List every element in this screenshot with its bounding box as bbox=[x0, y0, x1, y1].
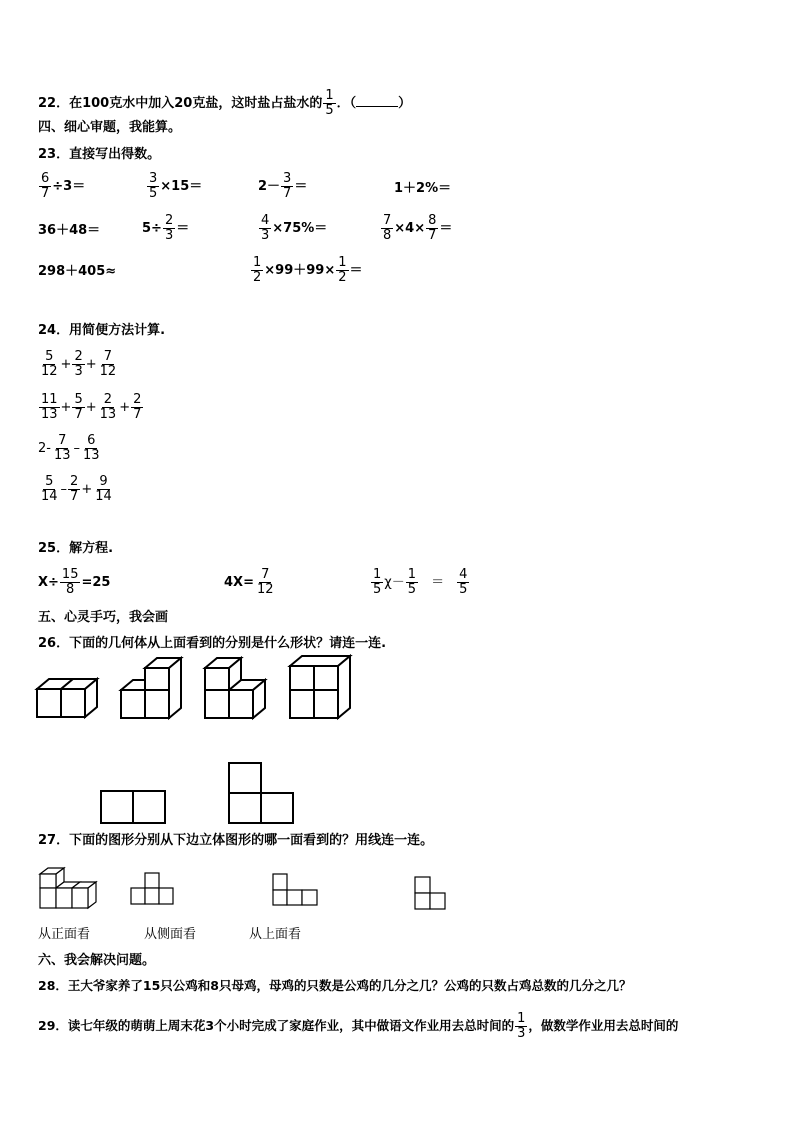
q25-title: 25．解方程. bbox=[38, 541, 114, 556]
top-view-l-shape[interactable] bbox=[228, 762, 294, 824]
q23-item-3: 2－ $\frac{3}{7}$ ＝ bbox=[258, 171, 308, 201]
section-5-title: 五、心灵手巧，我会画 bbox=[38, 610, 169, 625]
solid-figure-4[interactable] bbox=[290, 656, 352, 720]
q23-item-10: $\frac{1}{2}$ ×99＋99× $\frac{1}{2}$ ＝ bbox=[253, 255, 363, 285]
q23-item-7: $\frac{4}{3}$ ×75%＝ bbox=[261, 213, 328, 243]
q23-item-2: $\frac{3}{5}$ ×15＝ bbox=[149, 171, 203, 201]
q26-title: 26．下面的几何体从上面看到的分别是什么形状？请连一连. bbox=[38, 636, 387, 651]
q24-expression-3: 2- $\frac{7}{13}$ – $\frac{6}{13}$ bbox=[38, 433, 100, 463]
q23-item-4: 1＋2%＝ bbox=[394, 181, 452, 196]
q22-number: 22． bbox=[38, 96, 70, 111]
q28-text: 28．王大爷家养了15只公鸡和8只母鸡，母鸡的只数是公鸡的几分之几？公鸡的只数占鸡总数的几分之几？ bbox=[38, 978, 632, 993]
label-top-view: 从上面看 bbox=[249, 927, 302, 942]
q29-line: 29．读七年级的萌萌上周末花3个小时完成了家庭作业，其中做语文作业用去总时间的 $\frac{1}{3}$ ，做数学作业用去总时间的 bbox=[38, 1011, 679, 1041]
section-6-title: 六、我会解决问题。 bbox=[38, 953, 156, 968]
q22-line: 22．在100克水中加入20克盐，这时盐占盐水的 $\frac{1}{5}$ ．（ ） bbox=[38, 88, 412, 118]
section-4-title: 四、细心审题，我能算。 bbox=[38, 120, 182, 135]
solid-figure-2[interactable] bbox=[121, 658, 183, 720]
q25-equation-1: X÷ $\frac{15}{8}$ =25 bbox=[38, 567, 111, 597]
q27-view-a[interactable] bbox=[130, 872, 176, 906]
q23-item-1: $\frac{6}{7}$ ÷3＝ bbox=[41, 171, 86, 201]
q22-fraction: $\frac{1}{5}$ bbox=[325, 88, 334, 118]
q23-item-5: 36＋48＝ bbox=[38, 223, 101, 238]
solid-figure-1[interactable] bbox=[37, 675, 99, 719]
q23-title: 23．直接写出得数。 bbox=[38, 147, 161, 162]
q27-view-b[interactable] bbox=[272, 873, 320, 907]
q29-fraction: $\frac{1}{3}$ bbox=[517, 1011, 526, 1041]
q24-expression-1: $\frac{5}{12}$ + $\frac{2}{3}$ + $\frac{7}{12}$ bbox=[41, 349, 117, 379]
q25-equation-3: $\frac{1}{5}$ χ－ $\frac{1}{5}$ ＝ $\frac{4}{5}$ bbox=[373, 567, 468, 597]
answer-blank[interactable] bbox=[356, 94, 398, 107]
top-view-two-squares[interactable] bbox=[100, 790, 166, 824]
q22-text: 在100克水中加入20克盐，这时盐占盐水的 bbox=[69, 96, 323, 111]
q23-item-8: $\frac{7}{8}$ ×4× $\frac{8}{7}$ ＝ bbox=[383, 213, 453, 243]
label-front-view: 从正面看 bbox=[38, 927, 91, 942]
q27-title: 27．下面的图形分别从下边立体图形的哪一面看到的？用线连一连。 bbox=[38, 833, 434, 848]
q24-expression-4: $\frac{5}{14}$ – $\frac{2}{7}$ + $\frac{9}{14}$ bbox=[41, 474, 112, 504]
q24-title: 24．用简便方法计算. bbox=[38, 323, 166, 338]
q25-equation-2: 4X= $\frac{7}{12}$ bbox=[224, 567, 274, 597]
q23-item-6: 5÷ $\frac{2}{3}$ ＝ bbox=[142, 213, 190, 243]
q27-view-c[interactable] bbox=[414, 876, 448, 912]
q27-solid-figure[interactable] bbox=[38, 866, 102, 912]
label-side-view: 从侧面看 bbox=[144, 927, 197, 942]
solid-figure-3[interactable] bbox=[205, 658, 267, 720]
q23-item-9: 298＋405≈ bbox=[38, 264, 117, 279]
q24-expression-2: $\frac{11}{13}$ + $\frac{5}{7}$ + $\frac{2}{13}$ + $\frac{2}{7}$ bbox=[41, 392, 142, 422]
